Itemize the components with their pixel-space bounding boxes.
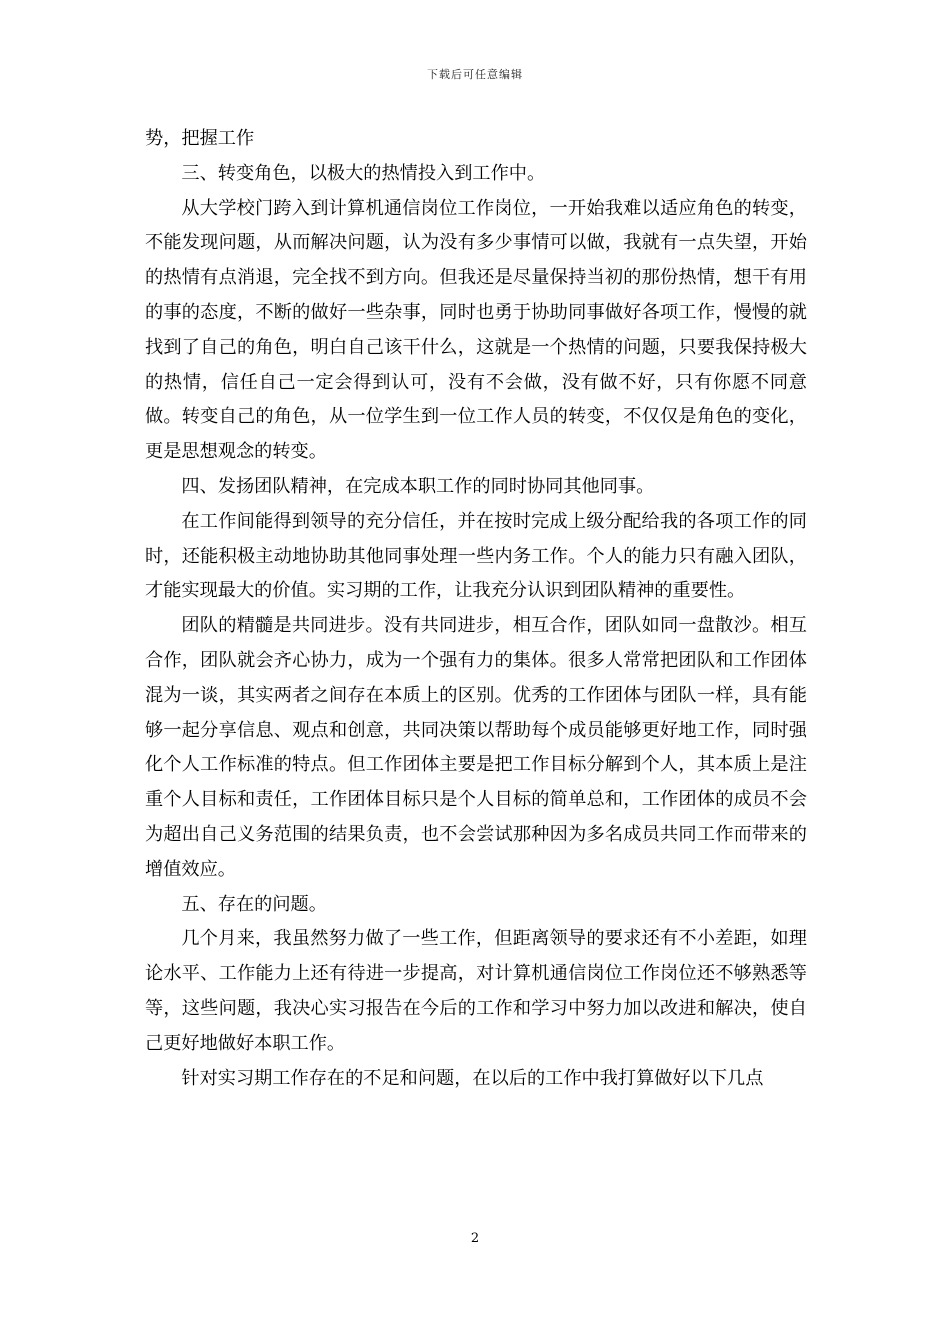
page-header: 下载后可任意编辑 xyxy=(427,68,523,81)
paragraph: 团队的精髓是共同进步。没有共同进步，相互合作，团队如同一盘散沙。相互合作，团队就会齐心协力，成为一个强有力的集体。很多人常常把团队和工作团体混为一谈，其实两者之间存在本质上的区别。优秀的工作团体与团队一样，具有能够一起分享信息、观点和创意，共同决策以帮助每个成员能够更好地工作，同时强化个人工作标准的特点。但工作团体主要是把工作目标分解到个人，其本质上是注重个人目标和责任，工作团体目标只是个人目标的简单总和，工作团体的成员不会为超出自己义务范围的结果负责，也不会尝试那种因为多名成员共同工作而带来的增值效应。 xyxy=(145,615,807,880)
section-heading: 三、转变角色，以极大的热情投入到工作中。 xyxy=(181,162,546,184)
paragraph: 势，把握工作 xyxy=(145,128,255,149)
paragraph: 几个月来，我虽然努力做了一些工作，但距离领导的要求还有不小差距，如理论水平、工作能力上还有待进一步提高，对计算机通信岗位工作岗位还不够熟悉等等，这些问题，我决心实习报告在今后的工作和学习中努力加以改进和解决，使自己更好地做好本职工作。 xyxy=(145,928,807,1054)
document-body xyxy=(145,122,807,1096)
paragraph: 针对实习期工作存在的不足和问题，在以后的工作中我打算做好以下几点 xyxy=(181,1067,764,1089)
paragraph: 在工作间能得到领导的充分信任，并在按时完成上级分配给我的各项工作的同时，还能积极主动地协助其他同事处理一些内务工作。个人的能力只有融入团队，才能实现最大的价值。实习期的工作，让我充分认识到团队精神的重要性。 xyxy=(145,510,807,602)
section-heading: 五、存在的问题。 xyxy=(181,893,327,915)
section-heading: 四、发扬团队精神，在完成本职工作的同时协同其他同事。 xyxy=(181,475,655,497)
page-number: 2 xyxy=(470,1231,480,1246)
paragraph: 从大学校门跨入到计算机通信岗位工作岗位，一开始我难以适应角色的转变，不能发现问题，从而解决问题，认为没有多少事情可以做，我就有一点失望，开始的热情有点消退，完全找不到方向。但我还是尽量保持当初的那份热情，想干有用的事的态度，不断的做好一些杂事，同时也勇于协助同事做好各项工作，慢慢的就找到了自己的角色，明白自己该干什么，这就是一个热情的问题，只要我保持极大的热情，信任自己一定会得到认可，没有不会做，没有做不好，只有你愿不同意做。转变自己的角色，从一位学生到一位工作人员的转变，不仅仅是角色的变化，更是思想观念的转变。 xyxy=(145,197,807,463)
